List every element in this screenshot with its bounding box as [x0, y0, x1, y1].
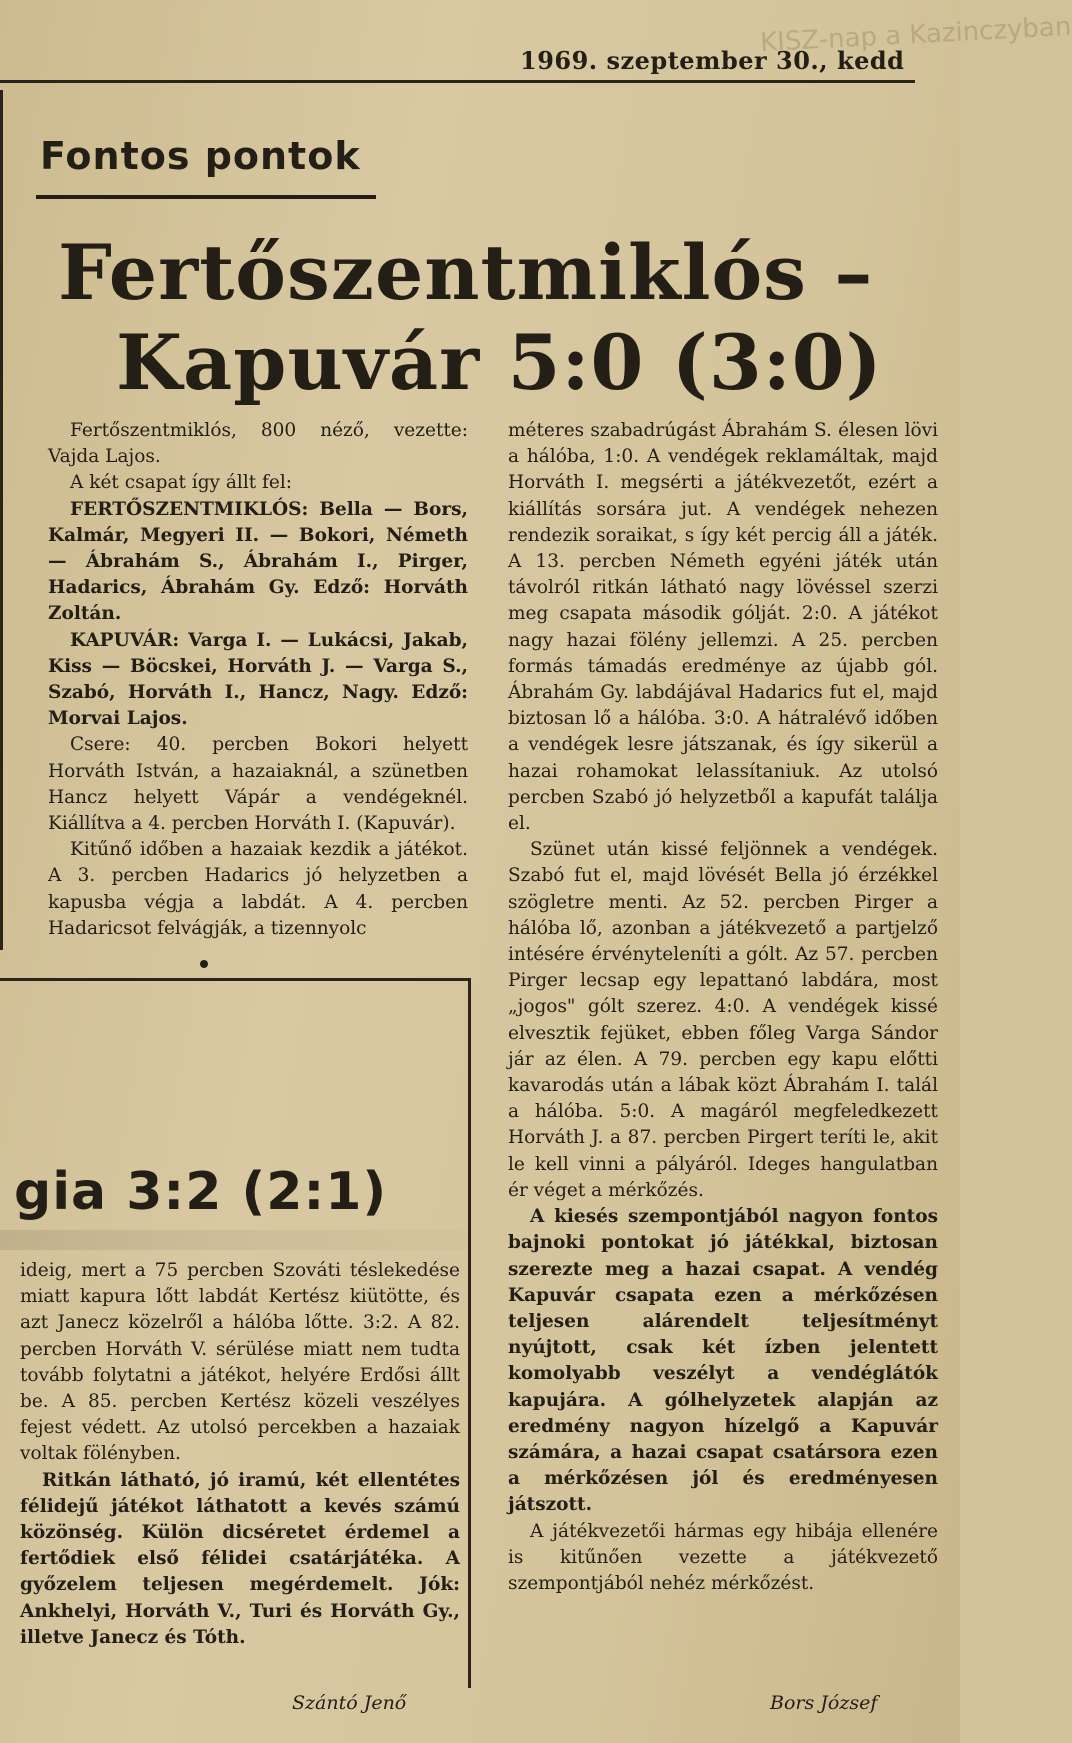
issue-date: 1969. szeptember 30., kedd: [520, 46, 905, 75]
paragraph-summary: A kiesés szempontjából nagyon fontos bajnoki pontokat jó játékkal, biztosan szerezte meg a hazai csapat. A vendég Kapuvár csapata ezen a mérkőzésen teljesen alárendelt teljesítményt nyújtott, csak két ízben jelentett komolyabb veszélyt a vendéglátók kapujára. A gólhelyzetek alapján az eredmény nagyon hízelgő a Kapuvár számára, a hazai csapat csatársora ezen a mérkőzésen jól és eredményesen játszott.: [508, 1206, 938, 1516]
box-rule-top: [0, 978, 470, 981]
other-article-column: [20, 1258, 460, 1651]
other-author-signature: Szántó Jenő: [292, 1692, 407, 1714]
kicker-underline: [36, 195, 376, 199]
article-column-1: [48, 418, 468, 942]
paragraph-substitutes: Csere: 40. percben Bokori helyett Horváth István, a hazaiaknál, a szünetben Hancz helyett Vápár a vendégeknél. Kiállítva a 4. percben Horváth I. (Kapuvár).: [48, 734, 468, 835]
paragraph-home-lineup: FERTŐSZENTMIKLÓS: Bella — Bors, Kalmár, Megyeri II. — Bokori, Németh — Ábrahám S., Ábrahám I., Pirger, Hadarics, Ábrahám Gy. Edző: Horváth Zoltán.: [48, 498, 468, 625]
bleed-through-text: KISZ-nap a Kazinczyban: [759, 11, 1072, 59]
print-shade: [0, 1230, 470, 1250]
headline-line-2: Kapuvár 5:0 (3:0): [116, 318, 883, 407]
paragraph-second-half: Szünet után kissé feljönnek a vendégek. Szabó fut el, majd lövését Bella jó érzékkel szögletre menti. Az 52. percben Pirger a hálóba lő, azonban a játékvezető a partjelző intésére érvényteleníti a gólt. Az 57. percben Pirger lecsap egy lepattanó labdára, most „jogos" gólt szerez. 4:0. A vendégek kissé elvesztik fejüket, ebben főleg Varga Sándor jár az élen. A 79. percben egy kapu előtti kavarodás után a lábak közt Ábrahám I. talál a hálóba. 5:0. A magáról megfeledkezett Horváth J. a 87. percben Pirgert teríti le, akit le kell vinni a pályáról. Ideges hangulatban ér véget a mérkőzés.: [508, 839, 938, 1201]
header-rule: [0, 80, 915, 83]
paragraph-other-summary: Ritkán látható, jó iramú, két ellentétes félidejű játékot láthatott a kevés számú közönség. Külön dicséretet érdemel a fertődiek első félidei csatárjátéka. A győzelem teljesen megérdemelt. Jók: Ankhelyi, Horváth V., Turi és Horváth Gy., illetve Janecz és Tóth.: [20, 1469, 460, 1648]
paragraph-away-lineup: KAPUVÁR: Varga I. — Lukácsi, Jakab, Kiss — Böcskei, Horváth J. — Varga S., Szabó, Horváth I., Hancz, Nagy. Edző: Morvai Lajos.: [48, 629, 468, 730]
headline: [58, 228, 918, 408]
kicker: Fontos pontok: [40, 134, 361, 178]
other-result-headline: gia 3:2 (2:1): [14, 1162, 388, 1222]
author-signature: Bors József: [770, 1692, 878, 1714]
paragraph-first-half: méteres szabadrúgást Ábrahám S. élesen lövi a hálóba, 1:0. A vendégek reklamáltak, majd Horváth I. megsérti a játékvezetőt, ezért a kiállítás sorsára jut. A vendégek nehezen rendezik soraikat, s így két percig áll a játék. A 13. percben Németh egyéni játék után távolról ritkán látható nagy lövéssel szerzi meg csapata második gólját. 2:0. A játékot nagy hazai fölény jellemzi. A 25. percben formás támadás eredménye az újabb gól. Ábrahám Gy. labdájával Hadarics fut el, majd biztosan lő a hálóba. 3:0. A hátralévő időben a vendégek lesre játszanak, és így sikerül a hazai rohamokat lelassítaniuk. Az utolsó percben Szabó jó helyzetből a kapufát találja el.: [508, 420, 938, 835]
paragraph-match-info: Fertőszentmiklós, 800 néző, vezette: Vajda Lajos.: [48, 420, 468, 468]
column-rule-left: [0, 90, 3, 950]
paragraph-other-match: ideig, mert a 75 percben Szováti téslekedése miatt kapura lőtt labdát Kertész kiütötte, és azt Janecz közelről a hálóba lőtte. 3:2. A 82. percben Horváth V. sérülése miatt nem tudta tovább folytatni a játékot, helyére Erdősi állt be. A 85. percben Kertész közeli veszélyes fejest védett. Az utolsó percekben a hazaiak voltak fölényben.: [20, 1260, 460, 1465]
paragraph-lineup-intro: A két csapat így állt fel:: [70, 472, 292, 494]
paragraph-referee: A játékvezetői hármas egy hibája ellenére is kitűnően vezette a játékvezető szempontjából nehéz mérkőzést.: [508, 1520, 938, 1594]
paragraph-first-half-start: Kitűnő időben a hazaiak kezdik a játékot. A 3. percben Hadarics jó helyzetben a kapusba végja a labdát. A 4. percben Hadaricsot felvágják, a tizennyolc: [48, 839, 468, 939]
box-rule-right: [468, 978, 471, 1688]
separator-bullet: [200, 960, 208, 968]
headline-line-1: Fertőszentmiklós –: [58, 228, 874, 317]
article-column-2: [508, 418, 938, 1597]
